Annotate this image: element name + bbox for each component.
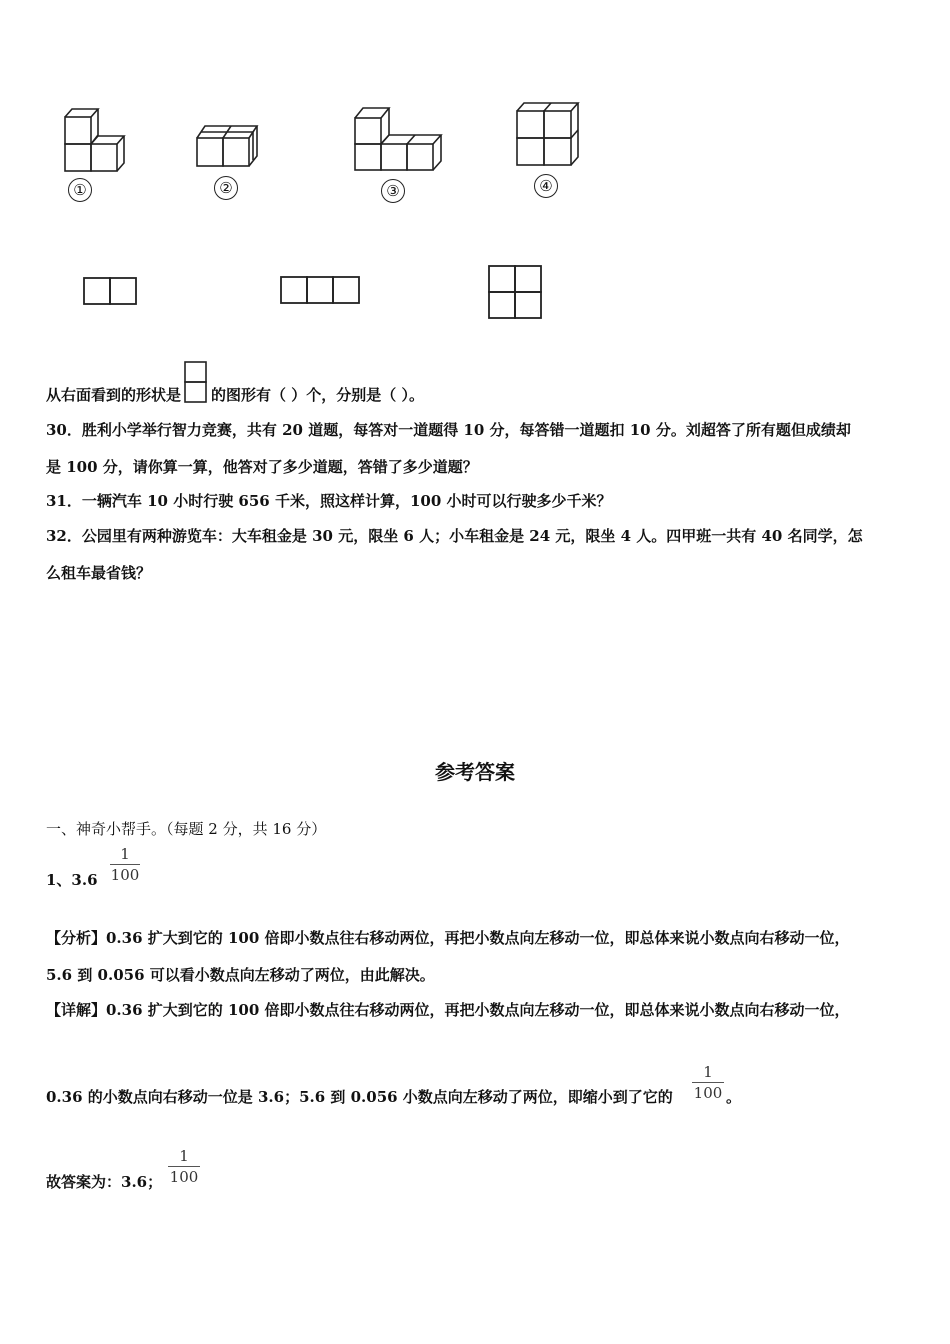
fraction-detail — [692, 1063, 724, 1102]
answers-title: 参考答案 — [435, 760, 515, 784]
question-32-line-2: 么租车最省钱？ — [46, 564, 152, 582]
fraction-numerator: 1 — [703, 1063, 713, 1081]
fraction-numerator: 1 — [179, 1147, 189, 1165]
detail-line-1: 【详解】0.36 扩大到它的 100 倍即小数点往右移动两位，再把小数点向左移动一位，即总体来说小数点向右移动一位， — [46, 1001, 850, 1019]
analysis-line-1: 【分析】0.36 扩大到它的 100 倍即小数点往右移动两位，再把小数点向左移动一位，即总体来说小数点向右移动一位， — [46, 929, 850, 947]
view-option-three-squares — [279, 275, 363, 305]
question-29-suffix: 的图形有（ ）个，分别是（ ）。 — [211, 386, 424, 404]
question-29-prefix: 从右面看到的形状是 — [46, 386, 182, 404]
detail-line-2 — [46, 1087, 673, 1107]
cube-figure-4 — [512, 98, 584, 173]
cube-figure-2 — [193, 118, 275, 173]
view-option-two-squares — [82, 276, 138, 306]
detail-line-2-end: 。 — [726, 1088, 742, 1106]
fraction-answer-1 — [110, 845, 140, 884]
fraction-numerator: 1 — [120, 845, 130, 863]
figure-label-2: ② — [214, 176, 238, 200]
question-32-line-1: 32．公园里有两种游览车：大车租金是 30 元，限坐 6 人；小车租金是 24 元，限坐 4 人。四甲班一共有 40 名同学，怎 — [46, 527, 863, 545]
fraction-bar — [168, 1166, 200, 1167]
cube-figure-1 — [60, 105, 135, 180]
cube-figure-3 — [350, 103, 450, 178]
vertical-two-squares-icon — [183, 360, 209, 406]
detail-line-2-text: 0.36 的小数点向右移动一位是 3.6；5.6 到 0.056 小数点向左移动了两位，即缩小到了它的 — [46, 1088, 673, 1106]
question-30-line-2: 是 100 分，请你算一算，他答对了多少道题，答错了多少道题？ — [46, 458, 478, 476]
fraction-bar — [692, 1082, 724, 1083]
figure-label-3: ③ — [381, 179, 405, 203]
question-31: 31．一辆汽车 10 小时行驶 656 千米，照这样计算，100 小时可以行驶多少千米？ — [46, 492, 612, 510]
figure-label-1: ① — [68, 178, 92, 202]
fraction-denominator: 100 — [169, 1168, 199, 1186]
fraction-denominator: 100 — [110, 866, 140, 884]
analysis-line-2: 5.6 到 0.056 可以看小数点向左移动了两位，由此解决。 — [46, 966, 435, 984]
question-30-line-1: 30．胜利小学举行智力竞赛，共有 20 道题，每答对一道题得 10 分，每答错一道题扣 10 分。刘超答了所有题但成绩却 — [46, 421, 851, 439]
fraction-denominator: 100 — [693, 1084, 723, 1102]
fraction-conclusion — [168, 1147, 200, 1186]
answers-section-heading: 一、神奇小帮手。（每题 2 分，共 16 分） — [46, 820, 327, 838]
view-option-four-squares — [487, 264, 544, 322]
question-29 — [46, 360, 424, 406]
figure-label-4: ④ — [534, 174, 558, 198]
conclusion: 故答案为：3.6； — [46, 1173, 163, 1191]
answer-1-label: 1、3.6 — [46, 871, 98, 889]
fraction-bar — [110, 864, 140, 865]
